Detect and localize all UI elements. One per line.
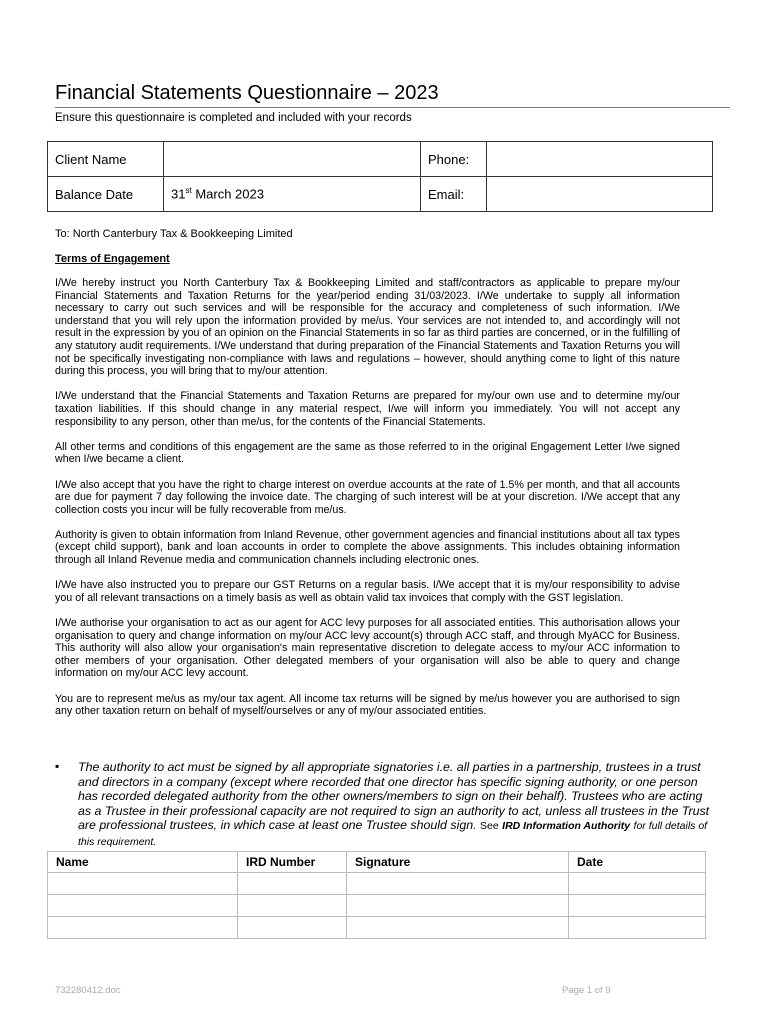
signature-table-header (48, 852, 706, 873)
email-field[interactable] (487, 177, 713, 212)
client-info-table (47, 141, 713, 212)
page-number: Page 1 of 9 (562, 985, 611, 996)
see-text: See (480, 820, 499, 832)
page-subtitle: Ensure this questionnaire is completed and included with your records (55, 112, 412, 124)
email-label: Email: (421, 177, 487, 212)
terms-paragraph: You are to represent me/us as my/our tax agent. All income tax returns will be signed by me/us however you are authorised to sign any other taxation return on behalf of myself/ourselves or any of my/our associated entities. (55, 692, 680, 718)
signatory-note-text (78, 760, 715, 849)
terms-paragraph: I/We also accept that you have the right to charge interest on overdue accounts at the rate of 1.5% per month, and that all accounts are due for payment 7 day following the invoice date. The charging of such interest will be at your discretion. I/We accept that any collection costs you incur will be fully recoverable from me/us. (55, 478, 680, 516)
signature-cell[interactable] (347, 917, 569, 939)
name-cell[interactable] (48, 895, 238, 917)
signature-table (47, 851, 706, 939)
signature-cell[interactable] (347, 895, 569, 917)
date-cell[interactable] (569, 917, 706, 939)
table-row (48, 873, 706, 895)
column-header-signature: Signature (347, 852, 569, 873)
ird-number-cell[interactable] (238, 873, 347, 895)
name-cell[interactable] (48, 917, 238, 939)
title-divider (55, 107, 730, 108)
signatory-note-tail: for full details of this requirement. (78, 820, 708, 848)
terms-paragraph: Authority is given to obtain information from Inland Revenue, other government agencies and financial institutions about all tax types (except child support), bank and loan accounts in order to complete the above assignments. This includes obtaining information through all Inland Revenue media and communication channels including electronic ones. (55, 528, 680, 567)
name-cell[interactable] (48, 873, 238, 895)
ird-number-cell[interactable] (238, 895, 347, 917)
phone-field[interactable] (487, 142, 713, 177)
balance-date-month-year: March 2023 (191, 186, 264, 202)
table-row (48, 895, 706, 917)
ird-information-authority-ref: IRD Information Authority (502, 820, 631, 832)
table-row (48, 917, 706, 939)
terms-paragraph: I/We understand that the Financial Statements and Taxation Returns are prepared for my/our own use and to determine my/our taxation liabilities. If this should change in any material respect, I/we will inform you immediately. You will not accept any responsibility to any person, other than me/us, for the contents of the Financial Statements. (55, 390, 680, 428)
balance-date-row (48, 177, 713, 212)
terms-paragraph: I/We authorise your organisation to act as our agent for ACC levy purposes for all associated entities. This authorisation allows your organisation to query and change information on my/our ACC levy account(s) through ACC staff, and through MyACC for Business. This authority will also allow your organisation's main representative discretion to delegate access to my/our ACC information to other members of your organisation. Other delegated members of your organisation will also be able to query and change information on my/our ACC levy account. (55, 617, 680, 680)
date-cell[interactable] (569, 873, 706, 895)
addressee-line: To: North Canterbury Tax & Bookkeeping Limited (55, 228, 293, 240)
signatory-note (55, 760, 715, 849)
ird-number-cell[interactable] (238, 917, 347, 939)
balance-date-label: Balance Date (48, 177, 164, 212)
page-title: Financial Statements Questionnaire – 2023 (55, 82, 439, 104)
date-cell[interactable] (569, 895, 706, 917)
client-name-field[interactable] (164, 142, 421, 177)
terms-body (55, 277, 680, 730)
column-header-date: Date (569, 852, 706, 873)
balance-date-day: 31 (171, 186, 186, 202)
terms-paragraph: I/We hereby instruct you North Canterbury Tax & Bookkeeping Limited and staff/contractors as applicable to prepare my/our Financial Statements and Taxation Returns for the year/period ending 31/03/2023. I/We undertake to supply all information necessary to carry out such services and will be responsible for the accuracy and completeness of such information. I/We understand that you will rely upon the information provided by me/us. Your services are not intended to, and accordingly will not result in the expression by you of an opinion on the Financial Statements in so far as third parties are concerned, or in the fulfilling of any statutory audit requirements. I/We understand that during preparation of the Financial Statements and Taxation Returns you will not be specifically investigating non-compliance with laws and regulations – however, should anything come to light of this nature during this process, you will bring that to my/our attention. (55, 277, 680, 378)
client-name-row (48, 142, 713, 177)
phone-label: Phone: (421, 142, 487, 177)
terms-heading: Terms of Engagement (55, 253, 170, 265)
terms-paragraph: All other terms and conditions of this engagement are the same as those referred to in the original Engagement Letter I/we signed when I/we became a client. (55, 440, 680, 466)
square-bullet-icon: ▪ (55, 759, 60, 773)
balance-date-value (164, 177, 421, 212)
signature-cell[interactable] (347, 873, 569, 895)
column-header-name: Name (48, 852, 238, 873)
terms-paragraph: I/We have also instructed you to prepare our GST Returns on a regular basis. I/We accept that it is my/our responsibility to advise you of all relevant transactions on a timely basis as well as obtain valid tax invoices that comply with the GST legislation. (55, 579, 680, 604)
balance-date-ordinal: st (185, 186, 192, 196)
client-name-label: Client Name (48, 142, 164, 177)
document-id: 732280412.doc (55, 985, 121, 996)
signatory-note-main: The authority to act must be signed by all appropriate signatories i.e. all parties in a partnership, trustees in a trust and directors in a company (except where recorded that one director has specific signing authority, or one person has recorded delegated authority from the other owners/members to sign on their behalf). Trustees who are acting as a Trustee in their professional capacity are not required to sign an authority to act, unless all trustees in the Trust are professional trustees, in which case at least one Trustee should sign. (78, 760, 710, 832)
column-header-ird-number: IRD Number (238, 852, 347, 873)
